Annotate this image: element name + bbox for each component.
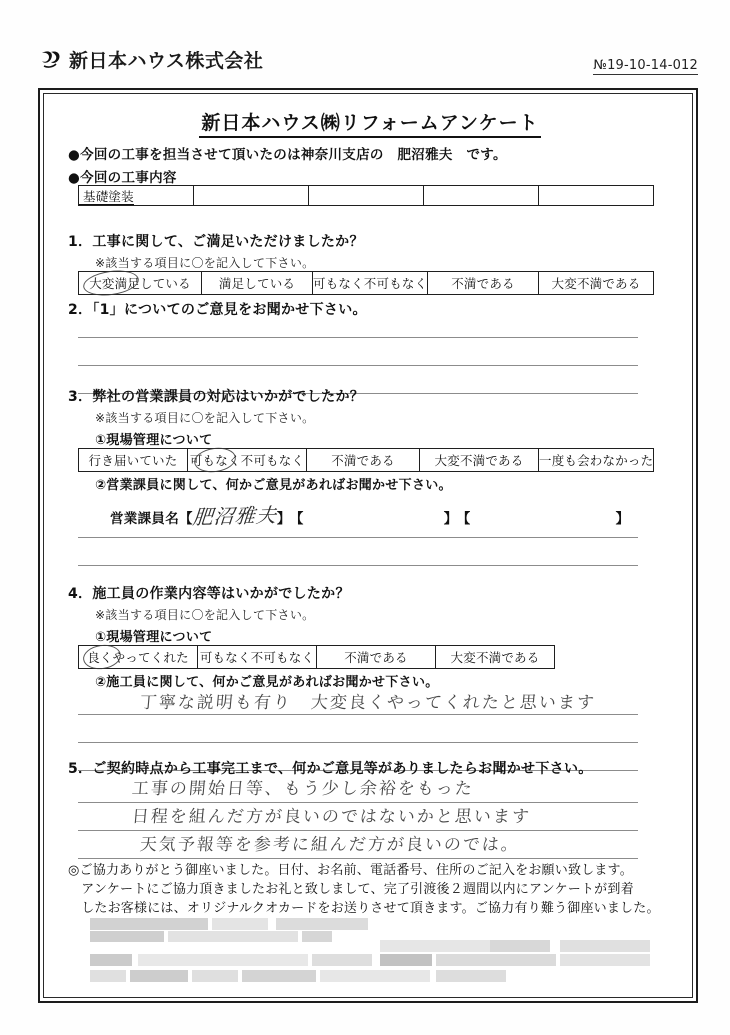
page-title-text: 新日本ハウス㈱リフォームアンケート	[199, 112, 540, 138]
question-5-text: ご契約時点から工事完工まで、何かご意見等がありましたらお聞かせ下さい。	[92, 761, 593, 777]
table-row	[79, 186, 654, 206]
question-3-options-table	[78, 448, 654, 472]
q5-handwritten-answer-1[interactable]: 工事の開始日等、もう少し余裕をもった	[130, 779, 475, 799]
bracket-close-1: 】	[276, 511, 291, 527]
question-2-number: 2．	[68, 302, 93, 318]
question-1-text: 工事に関して、ご満足いただけましたか？	[92, 234, 364, 250]
question-3-instruction: ※該当する項目に〇を記入して下さい。	[95, 411, 315, 425]
q1-option-2-label: 可もなく不可もなく	[313, 276, 428, 291]
q4-option-1-label: 可もなく不可もなく	[199, 650, 315, 665]
work-content-table	[78, 185, 654, 206]
q4-option-1[interactable]	[198, 646, 317, 669]
sales-rep-name-value[interactable]: 肥沼雅夫	[191, 502, 278, 530]
table-row	[79, 272, 654, 295]
q4-answer-line-1[interactable]	[78, 714, 638, 715]
q5-handwritten-answer-3[interactable]: 天気予報等を参考に組んだ方が良いのでは。	[138, 835, 521, 855]
q1-option-1-label: 満足している	[218, 276, 296, 291]
q1-option-1[interactable]	[202, 272, 313, 295]
q1-option-2[interactable]	[313, 272, 428, 295]
bracket-close-2: 】	[443, 511, 458, 527]
document-number: №19-10-14-012	[593, 58, 698, 73]
q3-option-0[interactable]	[79, 449, 188, 472]
q4-option-2[interactable]	[317, 646, 436, 669]
question-2	[68, 299, 367, 319]
work-cell-2[interactable]	[309, 186, 424, 206]
company-name: 新日本ハウス株式会社	[69, 50, 264, 72]
footer-line-2: アンケートにご協力頂きましたお礼と致しまして、完了引渡後２週間以内にアンケートが到着	[68, 881, 634, 897]
question-4-number: 4．	[68, 586, 93, 602]
q1-option-3[interactable]	[428, 272, 539, 295]
q3-option-1[interactable]	[188, 449, 307, 472]
q2-answer-line-2[interactable]	[78, 365, 638, 366]
sales-rep-name-row	[110, 500, 629, 529]
work-cell-3[interactable]	[424, 186, 539, 206]
sales-rep-name-label: 営業課員名	[110, 511, 179, 527]
form-content	[40, 90, 700, 1005]
page-title	[40, 108, 700, 135]
q3-option-1-label: 可もなく不可もなく	[189, 453, 305, 468]
q4-option-3-label: 大変不満である	[450, 650, 540, 665]
work-content-heading: ●今回の工事内容	[68, 170, 177, 186]
q4-handwritten-answer-1[interactable]: 丁寧な説明も有り 大変良くやってくれたと思います	[138, 693, 597, 713]
question-1-instruction: ※該当する項目に〇を記入して下さい。	[95, 256, 315, 270]
q3-option-2[interactable]	[307, 449, 420, 472]
q1-option-3-label: 不満である	[451, 276, 515, 291]
question-3	[68, 386, 364, 406]
q5-answer-line-3[interactable]	[78, 858, 638, 859]
bracket-open-1: 【	[179, 511, 193, 527]
table-row	[79, 449, 654, 472]
question-4-options-table	[78, 645, 555, 669]
q1-option-4[interactable]	[539, 272, 654, 295]
q3-option-4[interactable]	[539, 449, 654, 472]
work-cell-1[interactable]	[194, 186, 309, 206]
question-2-text: 「1」についてのご意見をお聞かせ下さい。	[92, 302, 367, 318]
footer-line-3: したお客様には、オリジナルクオカードをお送りさせて頂きます。ご協力有り難う御座いました。	[68, 900, 660, 916]
question-3-sub-question: ②営業課員に関して、何かご意見があればお聞かせ下さい。	[95, 478, 452, 493]
q3-option-3[interactable]	[420, 449, 539, 472]
q1-option-0-label: 大変満足している	[89, 276, 191, 291]
question-1-number: 1．	[68, 234, 93, 250]
q2-answer-line-1[interactable]	[78, 337, 638, 338]
form-border	[38, 88, 698, 1003]
question-1-options-table	[78, 271, 654, 295]
question-4-sub-question: ②施工員に関して、何かご意見があればお聞かせ下さい。	[95, 675, 439, 690]
q3-option-0-label: 行き届いていた	[88, 453, 178, 468]
question-5-number: 5．	[68, 761, 93, 777]
q4-option-0[interactable]	[79, 646, 198, 669]
question-3-text: 弊社の営業課員の対応はいかがでしたか？	[92, 389, 365, 405]
q3-option-2-label: 不満である	[331, 453, 395, 468]
work-cell-4[interactable]	[539, 186, 654, 206]
q3-answer-line-2[interactable]	[78, 565, 638, 566]
footer-line-1: ◎ご協力ありがとう御座いました。日付、お名前、電話番号、住所のご記入をお願い致します。	[68, 863, 633, 878]
question-3-subheading: ①現場管理について	[95, 433, 213, 448]
bracket-close-3: 】	[615, 511, 630, 527]
q4-option-3[interactable]	[436, 646, 555, 669]
q3-answer-line-1[interactable]	[78, 537, 638, 538]
question-4	[68, 583, 350, 603]
bracket-open-3: 【	[463, 511, 471, 527]
q5-handwritten-answer-2[interactable]: 日程を組んだ方が良いのではないかと思います	[130, 807, 532, 827]
q3-option-3-label: 大変不満である	[434, 453, 524, 468]
question-4-text: 施工員の作業内容等はいかがでしたか？	[92, 586, 350, 602]
q4-option-2-label: 不満である	[344, 650, 408, 665]
redacted-personal-information	[90, 918, 650, 990]
question-1	[68, 231, 364, 251]
q1-option-0[interactable]	[79, 272, 202, 295]
q3-option-4-label: 一度も会わなかった	[539, 453, 654, 468]
work-cell-0-label: 基礎塗装	[79, 190, 134, 205]
work-cell-0[interactable]	[79, 186, 194, 206]
question-3-number: 3．	[68, 389, 93, 405]
intro-line: ●今回の工事を担当させて頂いたのは神奈川支店の 肥沼雅夫 です。	[68, 147, 507, 163]
q1-option-4-label: 大変不満である	[551, 276, 641, 291]
footer-note	[68, 862, 678, 919]
swirl-logo-icon	[38, 47, 64, 73]
letterhead	[38, 44, 698, 86]
company-logo	[38, 46, 263, 73]
q4-answer-line-2[interactable]	[78, 742, 638, 743]
question-4-instruction: ※該当する項目に〇を記入して下さい。	[95, 608, 315, 622]
question-4-subheading: ①現場管理について	[95, 630, 213, 645]
table-row	[79, 646, 555, 669]
q4-option-0-label: 良くやってくれた	[87, 650, 189, 665]
bracket-open-2: 【	[296, 511, 304, 527]
